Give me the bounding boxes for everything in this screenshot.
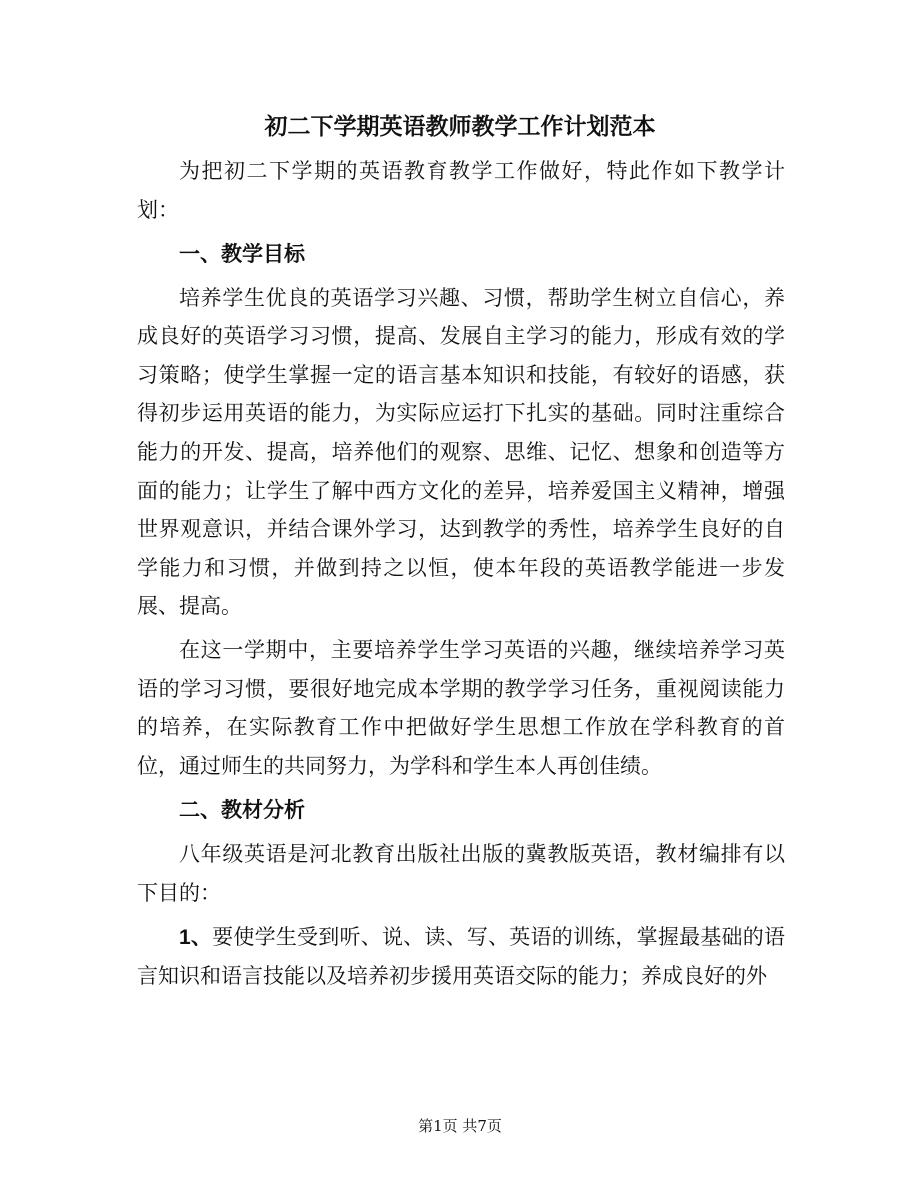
goals-paragraph-2: 在这一学期中，主要培养学生学习英语的兴趣，继续培养学习英语的学习习惯，要很好地完成本学期的教学学习任务，重视阅读能力的培养，在实际教育工作中把做好学生思想工作放在学科教育的首位，通过师生的共同努力，为学科和学生本人再创佳绩。 bbox=[137, 638, 785, 779]
textbook-intro-paragraph: 八年级英语是河北教育出版社出版的冀教版英语，教材编排有以下目的： bbox=[137, 842, 785, 905]
item-text: 要使学生受到听、说、读、写、英语的训练，掌握最基础的语言知识和语言技能以及培养初步援用英语交际的能力；养成良好的外 bbox=[137, 924, 785, 989]
goals-paragraph-1: 培养学生优良的英语学习兴趣、习惯，帮助学生树立自信心，养成良好的英语学习习惯，提高、发展自主学习的能力，形成有效的学习策略；使学生掌握一定的语言基本知识和技能，有较好的语感，获得初步运用英语的能力，为实际应运打下扎实的基础。同时注重综合能力的开发、提高，培养他们的观察、思维、记忆、想象和创造等方面的能力；让学生了解中西方文化的差异，培养爱国主义精神，增强世界观意识，并结合课外学习，达到教学的秀性，培养学生良好的自学能力和习惯，并做到持之以恒，使本年段的英语教学能进一步发展、提高。 bbox=[137, 285, 785, 619]
document-body bbox=[137, 152, 785, 1001]
intro-paragraph: 为把初二下学期的英语教育教学工作做好，特此作如下教学计划： bbox=[137, 159, 785, 222]
section-heading-textbook: 二、教材分析 bbox=[179, 797, 305, 823]
section-heading-goals: 一、教学目标 bbox=[179, 240, 305, 266]
item-number: 1、 bbox=[179, 925, 213, 949]
document-title: 初二下学期英语教师教学工作计划范本 bbox=[264, 113, 656, 140]
textbook-item-1 bbox=[137, 918, 785, 996]
page-footer: 第1页 共7页 bbox=[418, 1117, 502, 1135]
